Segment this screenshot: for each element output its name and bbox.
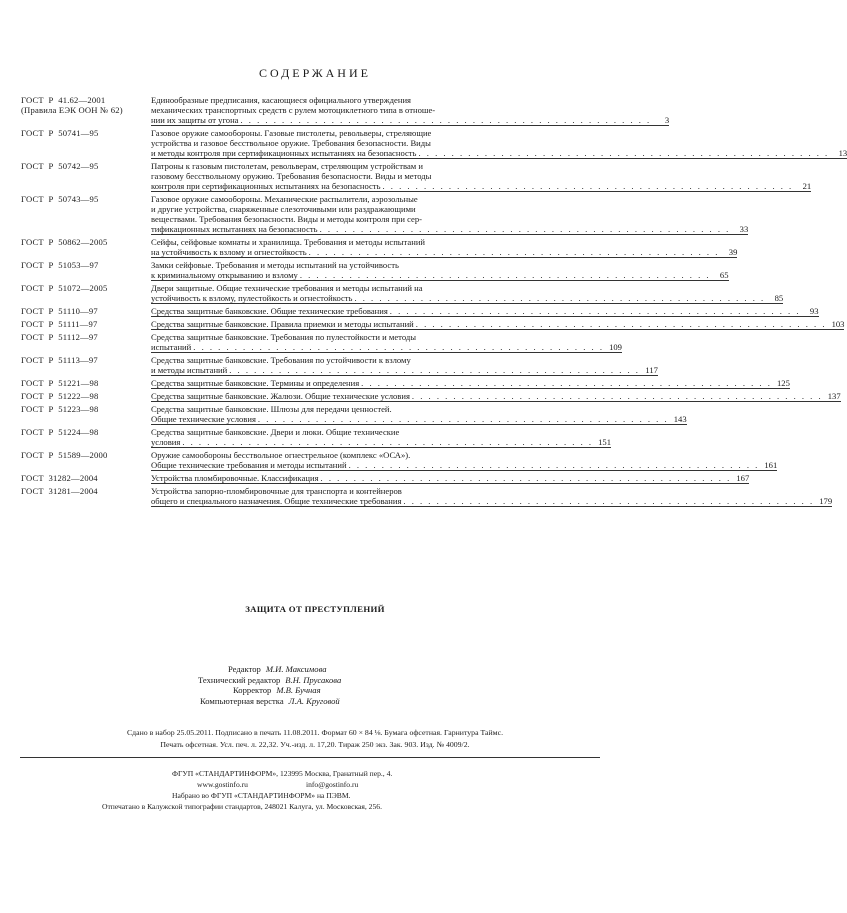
toc-entry bbox=[21, 404, 687, 425]
toc-entry-title bbox=[151, 95, 669, 126]
toc-entry bbox=[21, 332, 622, 353]
toc-entry-title-line: механических транспортных средств с рулем мотоциклетного типа в отноше- bbox=[151, 105, 436, 115]
credit-row bbox=[170, 664, 470, 675]
toc-entry bbox=[21, 319, 845, 330]
toc-leader-dots: . . . . . . . . . . . . . . . . . . . . . . . . . . . . . . . . . . . . . . . . . . . . . . . . . . bbox=[320, 473, 732, 483]
toc-leader-dots: . . . . . . . . . . . . . . . . . . . . . . . . . . . . . . . . . . . . . . . . . . . . . . . . . . bbox=[411, 391, 823, 401]
toc-standard-code-line: ГОСТ 31281—2004 bbox=[21, 486, 98, 496]
toc-page-number[interactable]: 85 bbox=[774, 293, 784, 303]
toc-entry-title bbox=[151, 194, 748, 235]
toc-standard-code-line: (Правила ЕЭК ООН № 62) bbox=[21, 105, 123, 115]
toc-standard-code-line: ГОСТ Р 51110—97 bbox=[21, 306, 98, 316]
toc-entry-title-line: Оружие самообороны бесствольное огнестрельное (комплекс «ОСА»). bbox=[151, 450, 411, 460]
toc-entry-last-line bbox=[151, 342, 622, 352]
toc-entry-title-line: Газовое оружие самообороны. Газовые пистолеты, револьверы, стреляющие bbox=[151, 128, 432, 138]
toc-page-number[interactable]: 161 bbox=[764, 460, 778, 470]
toc-standard-code bbox=[21, 237, 151, 258]
toc-entry bbox=[21, 161, 812, 192]
toc-page-number[interactable]: 167 bbox=[736, 473, 750, 483]
toc-standard-code-line: ГОСТ Р 51072—2005 bbox=[21, 283, 108, 293]
toc-standard-code bbox=[21, 391, 151, 402]
toc-entry-last-line bbox=[151, 460, 777, 470]
toc-entry-last-line bbox=[151, 378, 790, 388]
toc-page-number[interactable]: 33 bbox=[739, 224, 749, 234]
publisher-website-link[interactable]: www.gostinfo.ru bbox=[197, 780, 248, 789]
toc-entry-last-line bbox=[151, 365, 658, 375]
toc-leader-dots: . . . . . . . . . . . . . . . . . . . . . . . . . . . . . . . . . . . . . . . . . . . . . . . . . . bbox=[193, 342, 604, 352]
toc-entry bbox=[21, 194, 749, 235]
toc-entry-title-line: на устойчивость к взлому и огнестойкость bbox=[151, 247, 307, 257]
toc-entry-title bbox=[151, 319, 844, 330]
toc-entry-title bbox=[151, 404, 687, 425]
toc-entry-title-line: Средства защитные банковские. Требования по устойчивости к взлому bbox=[151, 355, 411, 365]
toc-entry-title-line: Замки сейфовые. Требования и методы испытаний на устойчивость bbox=[151, 260, 399, 270]
toc-page-number[interactable]: 125 bbox=[776, 378, 790, 388]
toc-standard-code-line: ГОСТ Р 51112—97 bbox=[21, 332, 98, 342]
credits-block bbox=[170, 664, 470, 706]
toc-leader-dots: . . . . . . . . . . . . . . . . . . . . . . . . . . . . . . . . . . . . . . . . . . . . . . . . . . bbox=[415, 319, 827, 329]
toc-entry-title-line: Сейфы, сейфовые комнаты и хранилища. Требования и методы испытаний bbox=[151, 237, 426, 247]
toc-page-number[interactable]: 103 bbox=[831, 319, 845, 329]
toc-standard-code bbox=[21, 378, 151, 389]
toc-standard-code bbox=[21, 427, 151, 448]
toc-standard-code-line: ГОСТ Р 51113—97 bbox=[21, 355, 98, 365]
publication-info-line: Печать офсетная. Усл. печ. л. 22,32. Уч.-изд. л. 17,20. Тираж 250 экз. Зак. 903. Изд. № 4009/2. bbox=[160, 740, 470, 749]
toc-entry-last-line bbox=[151, 496, 832, 506]
toc-standard-code bbox=[21, 450, 151, 471]
publication-info-line: Сдано в набор 25.05.2011. Подписано в печать 11.08.2011. Формат 60 × 84 ⅛. Бумага офсетная. Гарнитура Таймс. bbox=[126, 728, 504, 737]
toc-leader-dots: . . . . . . . . . . . . . . . . . . . . . . . . . . . . . . . . . . . . . . . . . . . . . . . . . . bbox=[308, 247, 720, 257]
toc-page-number[interactable]: 3 bbox=[664, 115, 670, 125]
toc-entry-title bbox=[151, 450, 777, 471]
toc-entry-last-line bbox=[151, 414, 687, 424]
toc-leader-dots: . . . . . . . . . . . . . . . . . . . . . . . . . . . . . . . . . . . . . . . . . . . . . . . . . . bbox=[319, 224, 731, 234]
toc-entry-title-line: устройства и газовое бесствольное оружие. Требования безопасности. Виды bbox=[151, 138, 431, 148]
toc-entry-last-line bbox=[151, 319, 844, 329]
toc-leader-dots: . . . . . . . . . . . . . . . . . . . . . . . . . . . . . . . . . . . . . . . . . . . . . . . . . . bbox=[299, 270, 711, 280]
credit-role: Редактор bbox=[228, 664, 261, 674]
toc-leader-dots: . . . . . . . . . . . . . . . . . . . . . . . . . . . . . . . . . . . . . . . . . . . . . . . . . . bbox=[229, 365, 640, 375]
toc-entry-title bbox=[151, 355, 658, 376]
toc-standard-code bbox=[21, 355, 151, 376]
toc-entry-title bbox=[151, 283, 783, 304]
printer-note: Отпечатано в Калужской типографии стандартов, 248021 Калуга, ул. Московская, 256. bbox=[102, 802, 382, 811]
toc-standard-code-line: ГОСТ Р 51111—97 bbox=[21, 319, 98, 329]
toc-entry bbox=[21, 355, 658, 376]
toc-standard-code-line: ГОСТ Р 50742—95 bbox=[21, 161, 99, 171]
toc-entry bbox=[21, 128, 847, 159]
toc-entry-title bbox=[151, 260, 729, 281]
toc-standard-code bbox=[21, 332, 151, 353]
toc-entry-title bbox=[151, 237, 737, 258]
credit-name: М.И. Максимова bbox=[265, 664, 327, 674]
toc-leader-dots: . . . . . . . . . . . . . . . . . . . . . . . . . . . . . . . . . . . . . . . . . . . . . . . . . . bbox=[240, 115, 652, 125]
toc-entry-title bbox=[151, 473, 749, 484]
toc-standard-code-line: ГОСТ Р 51224—98 bbox=[21, 427, 99, 437]
toc-entry-last-line bbox=[151, 224, 748, 234]
toc-entry-last-line bbox=[151, 148, 847, 158]
credit-name: В.Н. Прусакова bbox=[285, 674, 342, 685]
credit-role: Технический редактор bbox=[198, 674, 281, 685]
toc-entry-title-line: Средства защитные банковские. Двери и люки. Общие технические bbox=[151, 427, 400, 437]
publisher-address: ФГУП «СТАНДАРТИНФОРМ», 123995 Москва, Гранатный пер., 4. bbox=[172, 769, 393, 778]
toc-standard-code bbox=[21, 161, 151, 192]
toc-entry-title-line: к криминальному открыванию и взлому bbox=[151, 270, 298, 280]
toc-entry-last-line bbox=[151, 306, 819, 316]
contents-title: СОДЕРЖАНИЕ bbox=[259, 66, 371, 80]
section-title: ЗАЩИТА ОТ ПРЕСТУПЛЕНИЙ bbox=[245, 604, 385, 614]
toc-entry-title-line: Единообразные предписания, касающиеся официального утверждения bbox=[151, 95, 412, 105]
toc-entry-title bbox=[151, 332, 622, 353]
toc-entry-title-line: и методы контроля при сертификационных испытаниях на безопасность bbox=[151, 148, 417, 158]
toc-standard-code-line: ГОСТ Р 51589—2000 bbox=[21, 450, 108, 460]
toc-page-number[interactable]: 117 bbox=[645, 365, 658, 375]
toc-entry-title-line: нии их защиты от угона bbox=[151, 115, 239, 125]
toc-entry-last-line bbox=[151, 181, 811, 191]
toc-entry-title-line: Устройства пломбировочные. Классификация bbox=[151, 473, 319, 483]
toc-entry bbox=[21, 450, 778, 471]
toc-leader-dots: . . . . . . . . . . . . . . . . . . . . . . . . . . . . . . . . . . . . . . . . . . . . . . . . . . bbox=[354, 293, 766, 303]
toc-entry-title-line: и методы испытаний bbox=[151, 365, 228, 375]
toc-entry-title-line: тификационных испытаниях на безопасность bbox=[151, 224, 318, 234]
toc-entry-title bbox=[151, 161, 811, 192]
toc-entry-title-line: общего и специального назначения. Общие технические требования bbox=[151, 496, 402, 506]
toc-entry-title-line: Средства защитные банковские. Термины и определения bbox=[151, 378, 360, 388]
toc-standard-code-line: ГОСТ Р 51222—98 bbox=[21, 391, 99, 401]
toc-entry-title-line: Средства защитные банковские. Правила приемки и методы испытаний bbox=[151, 319, 414, 329]
table-of-contents bbox=[21, 95, 847, 507]
toc-standard-code-line: ГОСТ Р 50741—95 bbox=[21, 128, 99, 138]
toc-entry bbox=[21, 95, 670, 126]
toc-page-number[interactable]: 179 bbox=[819, 496, 833, 506]
credit-name: Л.А. Круговой bbox=[288, 695, 340, 706]
toc-page-number[interactable]: 39 bbox=[728, 247, 738, 257]
toc-entry-title-line: Двери защитные. Общие технические требования и методы испытаний на bbox=[151, 283, 423, 293]
toc-standard-code-line: ГОСТ Р 41.62—2001 bbox=[21, 95, 106, 105]
toc-entry-title-line: Средства защитные банковские. Шлюзы для передачи ценностей. bbox=[151, 404, 392, 414]
publication-info bbox=[32, 727, 598, 751]
toc-entry-title-line: Средства защитные банковские. Общие технические требования bbox=[151, 306, 388, 316]
toc-page-number[interactable]: 137 bbox=[827, 391, 841, 401]
toc-page-number[interactable]: 21 bbox=[802, 181, 812, 191]
toc-entry-title-line: испытаний bbox=[151, 342, 192, 352]
toc-standard-code bbox=[21, 128, 151, 159]
toc-standard-code-line: ГОСТ Р 50743—95 bbox=[21, 194, 99, 204]
credit-row bbox=[170, 675, 470, 686]
toc-leader-dots: . . . . . . . . . . . . . . . . . . . . . . . . . . . . . . . . . . . . . . . . . . . . . . . . . . bbox=[389, 306, 801, 316]
toc-entry bbox=[21, 391, 841, 402]
divider bbox=[20, 757, 600, 758]
toc-standard-code bbox=[21, 404, 151, 425]
toc-page-number[interactable]: 109 bbox=[609, 342, 622, 352]
toc-leader-dots: . . . . . . . . . . . . . . . . . . . . . . . . . . . . . . . . . . . . . . . . . . . . . . . . . . bbox=[257, 414, 669, 424]
toc-entry bbox=[21, 260, 729, 281]
credit-row bbox=[170, 685, 470, 696]
toc-entry-title bbox=[151, 486, 832, 507]
publisher-footer bbox=[60, 768, 560, 812]
toc-leader-dots: . . . . . . . . . . . . . . . . . . . . . . . . . . . . . . . . . . . . . . . . . . . . . . . . . . bbox=[348, 460, 760, 470]
credit-role: Корректор bbox=[233, 685, 272, 695]
publisher-email-link[interactable]: info@gostinfo.ru bbox=[305, 780, 359, 789]
toc-entry-title-line: веществами. Требования безопасности. Виды и методы контроля при сер- bbox=[151, 214, 423, 224]
toc-leader-dots: . . . . . . . . . . . . . . . . . . . . . . . . . . . . . . . . . . . . . . . . . . . . . . . . . . bbox=[182, 437, 594, 447]
toc-entry-title bbox=[151, 427, 611, 448]
toc-page-number[interactable]: 93 bbox=[809, 306, 819, 316]
toc-entry-title bbox=[151, 128, 847, 159]
toc-entry bbox=[21, 473, 750, 484]
toc-page-number[interactable]: 151 bbox=[598, 437, 612, 447]
toc-entry-title-line: Общие технические требования и методы испытаний bbox=[151, 460, 347, 470]
toc-entry-last-line bbox=[151, 473, 749, 483]
toc-entry-title-line: условия bbox=[151, 437, 181, 447]
toc-page-number[interactable]: 65 bbox=[719, 270, 729, 280]
toc-entry bbox=[21, 283, 784, 304]
toc-entry-title-line: Средства защитные банковские. Требования по пулестойкости и методы bbox=[151, 332, 417, 342]
toc-standard-code bbox=[21, 95, 151, 126]
toc-entry bbox=[21, 486, 833, 507]
toc-standard-code-line: ГОСТ Р 51053—97 bbox=[21, 260, 99, 270]
toc-page-number[interactable]: 13 bbox=[838, 148, 847, 158]
toc-entry-title-line: Газовое оружие самообороны. Механические распылители, аэрозольные bbox=[151, 194, 418, 204]
toc-entry-last-line bbox=[151, 115, 669, 125]
toc-entry bbox=[21, 427, 612, 448]
toc-leader-dots: . . . . . . . . . . . . . . . . . . . . . . . . . . . . . . . . . . . . . . . . . . . . . . . . . . bbox=[418, 148, 830, 158]
toc-standard-code-line: ГОСТ 31282—2004 bbox=[21, 473, 98, 483]
toc-entry-title-line: Средства защитные банковские. Жалюзи. Общие технические условия bbox=[151, 391, 410, 401]
credit-row bbox=[170, 696, 470, 707]
toc-standard-code bbox=[21, 194, 151, 235]
toc-entry-last-line bbox=[151, 391, 841, 401]
typeset-note: Набрано во ФГУП «СТАНДАРТИНФОРМ» на ПЭВМ. bbox=[172, 791, 351, 800]
toc-entry-last-line bbox=[151, 437, 611, 447]
toc-standard-code bbox=[21, 319, 151, 330]
toc-entry-title-line: Устройства запорно-пломбировочные для транспорта и контейнеров bbox=[151, 486, 402, 496]
toc-standard-code-line: ГОСТ Р 50862—2005 bbox=[21, 237, 108, 247]
toc-entry bbox=[21, 378, 790, 389]
toc-leader-dots: . . . . . . . . . . . . . . . . . . . . . . . . . . . . . . . . . . . . . . . . . . . . . . . . . . bbox=[403, 496, 815, 506]
toc-standard-code bbox=[21, 486, 151, 507]
toc-entry-last-line bbox=[151, 270, 729, 280]
toc-entry-title-line: Патроны к газовым пистолетам, револьверам, стреляющим устройствам и bbox=[151, 161, 423, 171]
toc-entry-last-line bbox=[151, 293, 783, 303]
toc-entry bbox=[21, 237, 738, 258]
toc-entry-title-line: Общие технические условия bbox=[151, 414, 256, 424]
toc-entry-title-line: газовому бесствольному оружию. Требования безопасности. Виды и методы bbox=[151, 171, 432, 181]
toc-standard-code-line: ГОСТ Р 51221—98 bbox=[21, 378, 99, 388]
toc-leader-dots: . . . . . . . . . . . . . . . . . . . . . . . . . . . . . . . . . . . . . . . . . . . . . . . . . . bbox=[382, 181, 794, 191]
credit-name: М.В. Бучная bbox=[276, 685, 321, 695]
toc-entry-title-line: устойчивость к взлому, пулестойкость и огнестойкость bbox=[151, 293, 353, 303]
toc-standard-code bbox=[21, 283, 151, 304]
toc-standard-code bbox=[21, 473, 151, 484]
toc-leader-dots: . . . . . . . . . . . . . . . . . . . . . . . . . . . . . . . . . . . . . . . . . . . . . . . . . . bbox=[361, 378, 772, 388]
toc-entry-title bbox=[151, 378, 790, 389]
toc-standard-code bbox=[21, 260, 151, 281]
toc-page-number[interactable]: 143 bbox=[673, 414, 687, 424]
publisher-contacts bbox=[60, 779, 560, 790]
toc-standard-code-line: ГОСТ Р 51223—98 bbox=[21, 404, 99, 414]
toc-entry-title-line: и другие устройства, снаряженные слезоточивыми или раздражающими bbox=[151, 204, 416, 214]
toc-entry-title bbox=[151, 391, 841, 402]
credit-role: Компьютерная верстка bbox=[200, 695, 284, 706]
toc-entry-title-line: контроля при сертификационных испытаниях на безопасность bbox=[151, 181, 381, 191]
toc-standard-code bbox=[21, 306, 151, 317]
toc-entry bbox=[21, 306, 819, 317]
toc-entry-title bbox=[151, 306, 819, 317]
toc-entry-last-line bbox=[151, 247, 737, 257]
